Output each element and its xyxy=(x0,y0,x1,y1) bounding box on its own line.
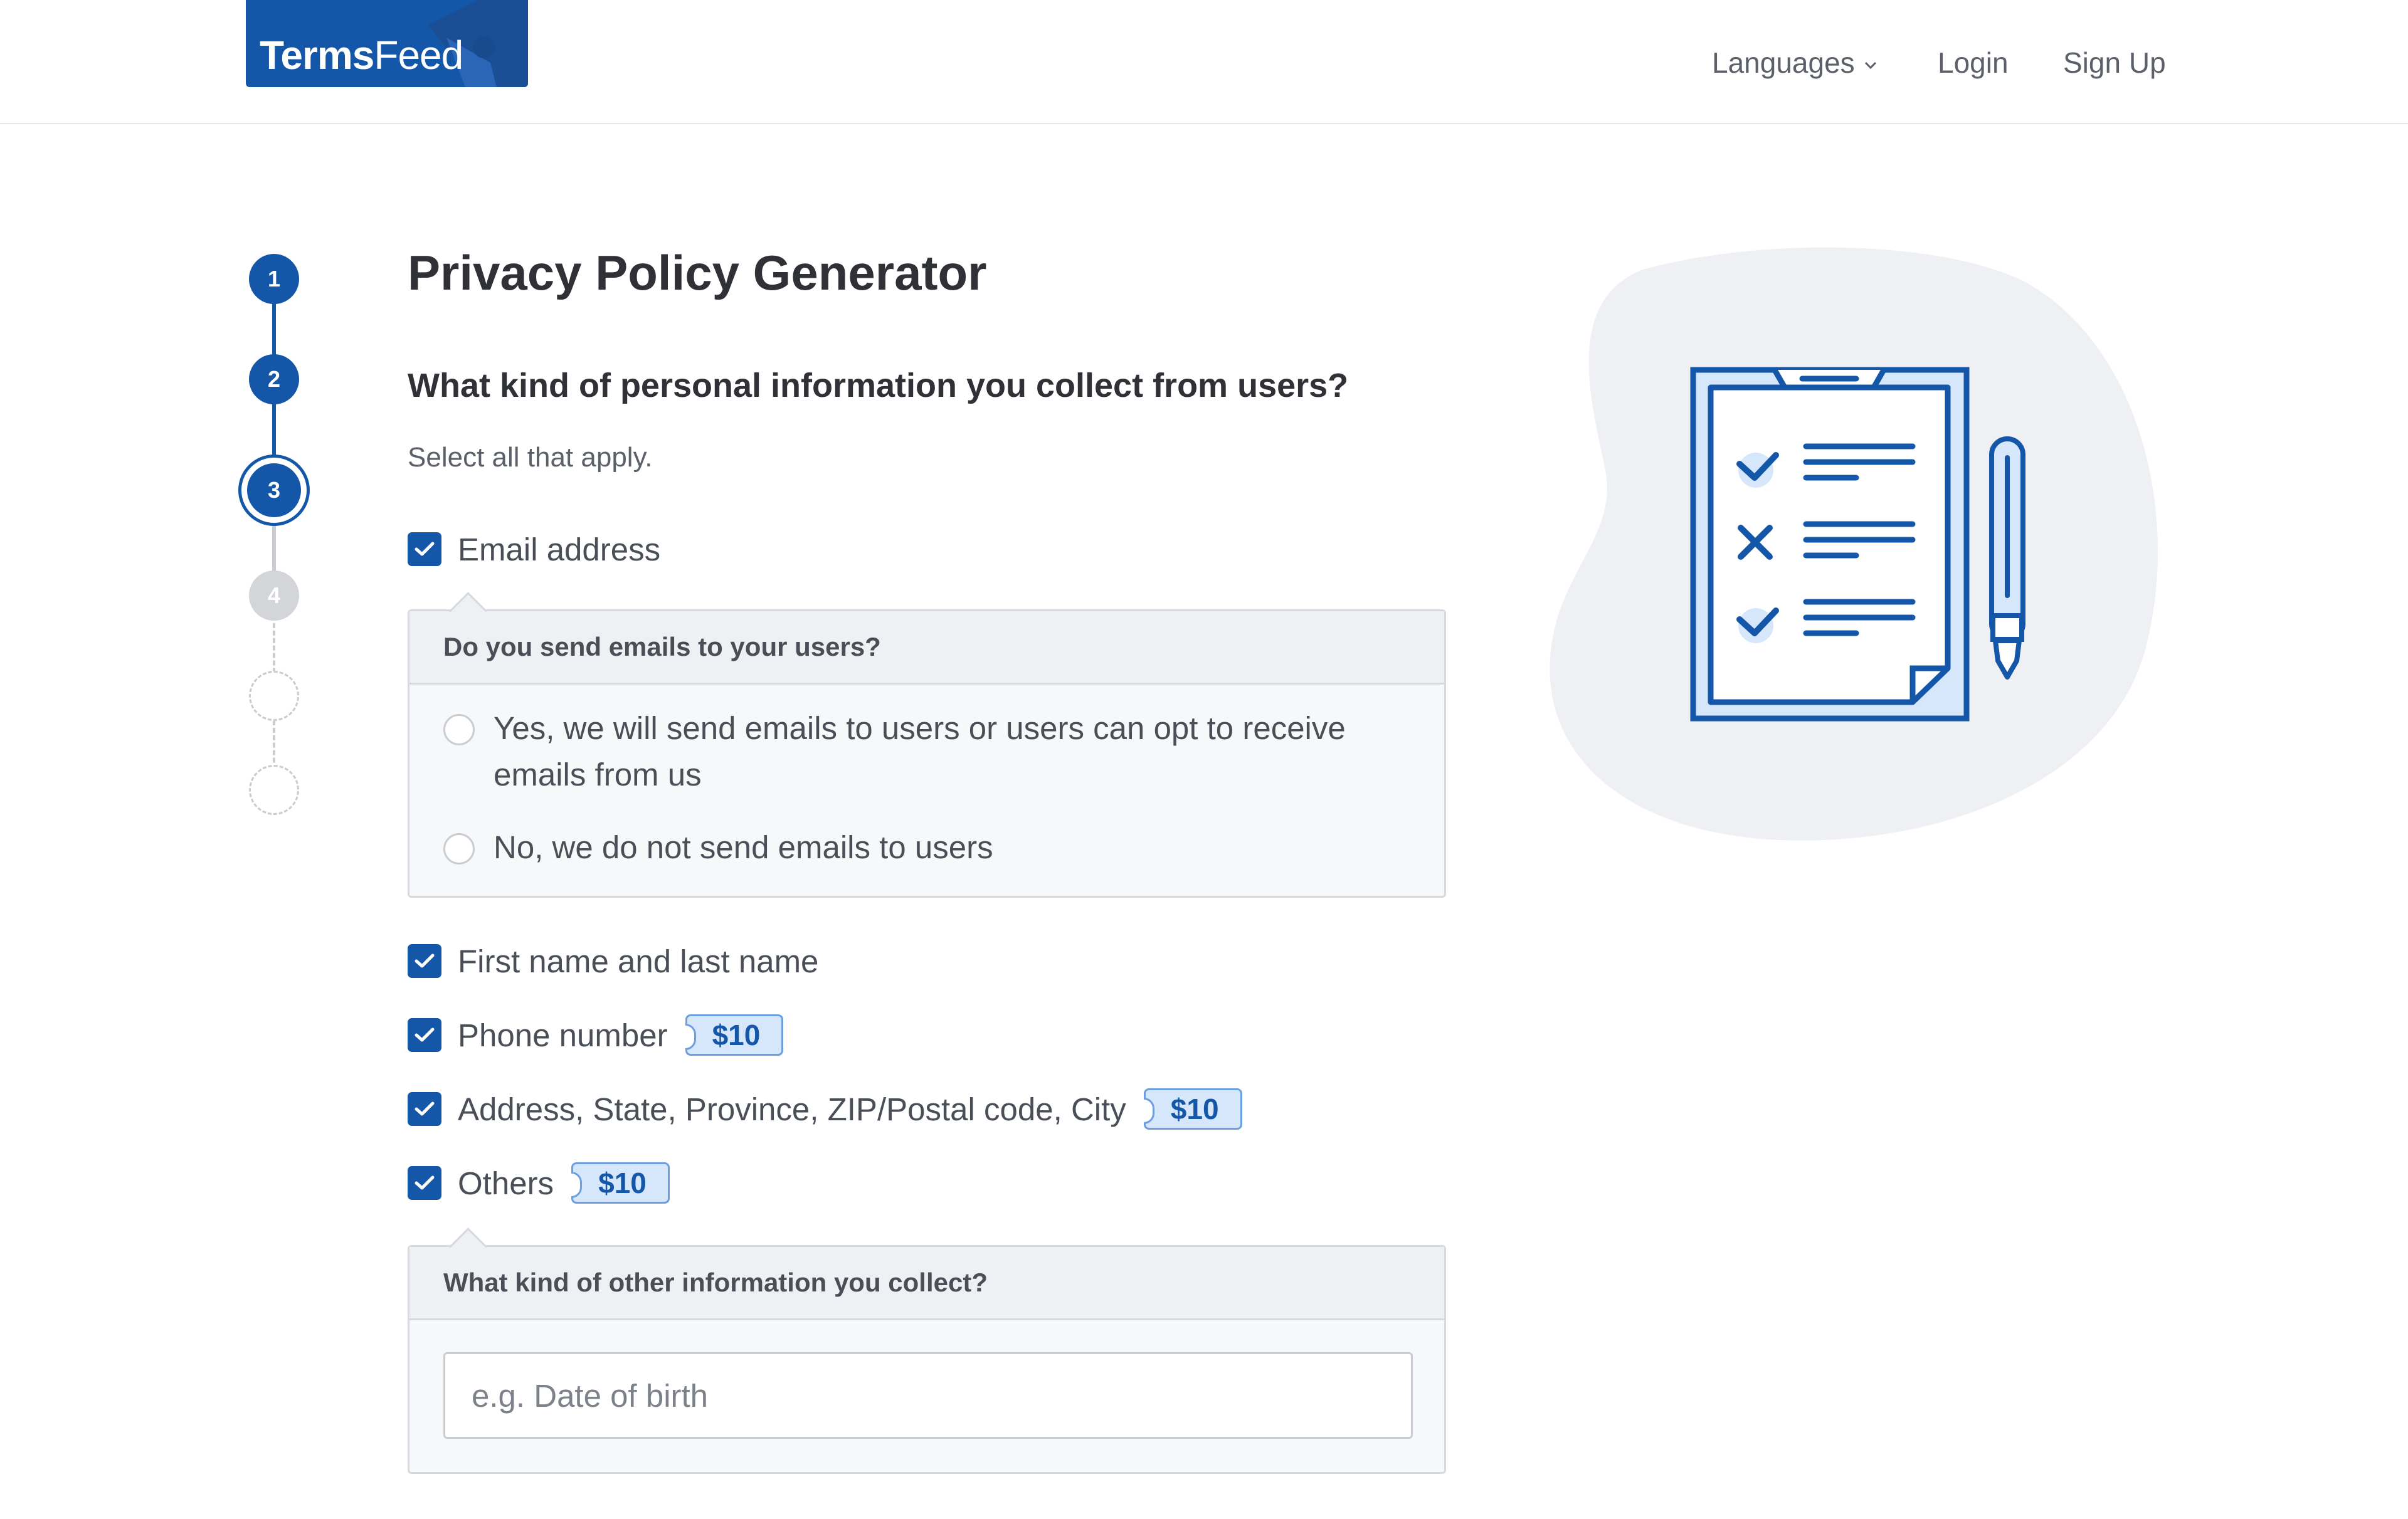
progress-stepper xyxy=(238,238,314,828)
step-6-placeholder xyxy=(249,765,299,815)
option-address-label: Address, State, Province, ZIP/Postal code, City xyxy=(458,1091,1126,1127)
step-4: 4 xyxy=(249,570,299,621)
checkbox-checked-icon[interactable] xyxy=(408,1092,441,1126)
step-2[interactable]: 2 xyxy=(249,354,299,404)
other-info-input[interactable] xyxy=(443,1352,1413,1439)
step-3-current xyxy=(238,455,310,526)
option-others[interactable] xyxy=(408,1164,670,1202)
option-phone[interactable] xyxy=(408,1016,783,1054)
email-followup-question: Do you send emails to your users? xyxy=(409,611,1444,685)
site-header xyxy=(0,0,2408,124)
option-email-label: Email address xyxy=(458,531,661,567)
pen-icon xyxy=(1992,439,2023,677)
page-title: Privacy Policy Generator xyxy=(408,245,987,300)
price-tag: $10 xyxy=(1144,1088,1242,1130)
radio-circle-icon[interactable] xyxy=(443,833,475,865)
nav-login[interactable]: Login xyxy=(1938,46,2009,79)
nav-languages[interactable] xyxy=(1712,44,1877,81)
option-email[interactable] xyxy=(408,530,660,568)
step-3-inner: 3 xyxy=(247,463,301,517)
radio-email-yes[interactable] xyxy=(443,705,1346,798)
radio-email-yes-line1: Yes, we will send emails to users or users can opt to receive xyxy=(494,710,1346,746)
checkbox-checked-icon[interactable] xyxy=(408,944,441,978)
option-name[interactable] xyxy=(408,942,818,980)
option-address[interactable] xyxy=(408,1090,1242,1128)
logo-text: TermsFeed xyxy=(260,33,463,78)
question-heading: What kind of personal information you collect from users? xyxy=(408,367,1349,404)
nav-signup[interactable]: Sign Up xyxy=(2063,46,2166,79)
option-others-label: Others xyxy=(458,1165,554,1201)
price-tag: $10 xyxy=(571,1162,670,1204)
email-followup-panel xyxy=(408,609,1446,898)
question-hint: Select all that apply. xyxy=(408,442,653,473)
price-tag: $10 xyxy=(685,1014,784,1056)
radio-email-no[interactable] xyxy=(443,824,993,871)
checkbox-checked-icon[interactable] xyxy=(408,1166,441,1200)
termsfeed-logo[interactable] xyxy=(246,0,528,87)
option-phone-label: Phone number xyxy=(458,1017,668,1053)
radio-email-yes-line2: emails from us xyxy=(494,757,702,792)
checkbox-checked-icon[interactable] xyxy=(408,1018,441,1052)
radio-circle-icon[interactable] xyxy=(443,714,475,745)
chevron-down-icon xyxy=(1864,61,1877,70)
others-followup-question: What kind of other information you collect? xyxy=(409,1247,1444,1320)
clipboard-illustration xyxy=(1549,244,2176,846)
step-1[interactable]: 1 xyxy=(249,254,299,304)
checkbox-checked-icon[interactable] xyxy=(408,532,441,566)
step-5-placeholder xyxy=(249,671,299,721)
radio-email-no-label: No, we do not send emails to users xyxy=(494,829,993,865)
nav-languages-label: Languages xyxy=(1712,46,1855,79)
others-followup-panel xyxy=(408,1245,1446,1474)
option-name-label: First name and last name xyxy=(458,943,819,979)
